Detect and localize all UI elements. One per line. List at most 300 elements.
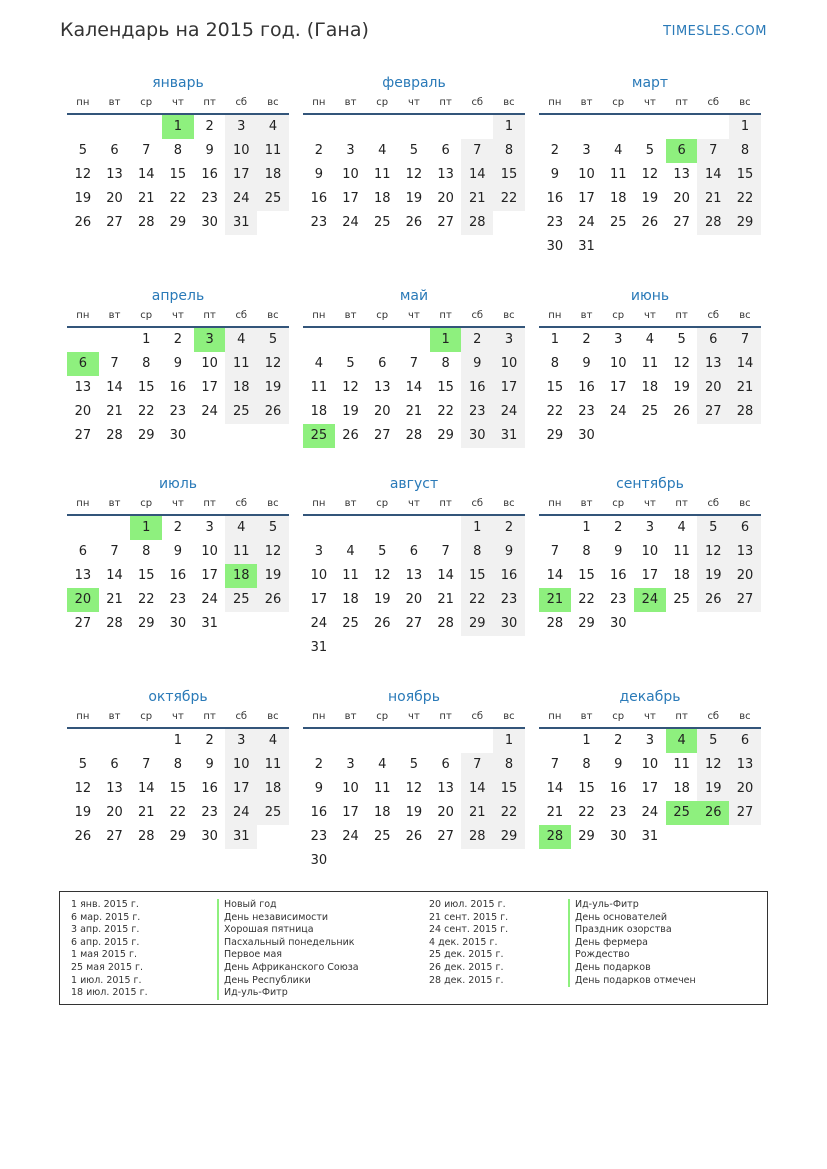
day-cell: 2 [582, 332, 591, 347]
weekday-label: вс [503, 97, 515, 108]
day-cell: 13 [437, 167, 454, 182]
week-row [539, 376, 761, 400]
day-cell: 2 [205, 733, 214, 748]
day-cell: 7 [550, 544, 559, 559]
day-cell: 28 [106, 428, 123, 443]
day-cell: 10 [342, 167, 359, 182]
day-cell: 22 [546, 404, 564, 419]
day-cell: 29 [493, 825, 525, 849]
empty-cell [602, 115, 634, 139]
month-block [303, 686, 525, 873]
day-cell: 12 [641, 167, 659, 182]
brand-link[interactable]: TIMESLES.COM [663, 24, 767, 39]
day-cell: 2 [493, 516, 525, 540]
day-cell: 12 [74, 167, 92, 182]
weekday-label: пн [76, 310, 90, 321]
day-cell: 5 [409, 143, 419, 158]
day-cell: 16 [201, 781, 218, 796]
day-cell: 11 [310, 380, 328, 395]
day-cell: 27 [437, 829, 454, 844]
day-cell: 2 [173, 520, 183, 535]
day-cell: 30 [609, 616, 627, 631]
day-cell: 10 [609, 356, 627, 371]
empty-cell [335, 729, 367, 753]
month-name: май [399, 288, 429, 304]
weekday-label: вс [739, 711, 751, 722]
day-cell: 27 [74, 616, 92, 631]
legend-holiday-name: Новый год [217, 899, 359, 912]
month-block [67, 285, 289, 448]
weekday-label: пн [312, 97, 326, 108]
day-cell: 25 [225, 400, 257, 424]
weekday-label: пн [76, 97, 90, 108]
weekday-label: вс [739, 97, 751, 108]
day-cell: 11 [373, 781, 391, 796]
day-cell: 28 [546, 616, 564, 631]
month-name: июль [158, 476, 198, 492]
day-cell: 30 [461, 424, 493, 448]
day-cell: 2 [550, 143, 559, 158]
day-cell: 13 [74, 568, 92, 583]
day-cell: 23 [609, 805, 627, 820]
empty-cell [430, 636, 462, 660]
empty-cell [366, 516, 398, 540]
weekday-label: вс [267, 97, 279, 108]
day-cell: 9 [461, 352, 493, 376]
week-row [303, 564, 525, 588]
day-cell: 10 [201, 356, 218, 371]
day-cell: 14 [546, 568, 564, 583]
day-cell: 12 [74, 781, 92, 796]
day-cell: 24 [342, 829, 359, 844]
week-row [67, 352, 289, 376]
weekday-header [67, 307, 289, 328]
empty-cell [303, 516, 335, 540]
day-cell: 7 [110, 356, 119, 371]
weekday-label: ср [140, 310, 153, 321]
day-cell: 3 [582, 143, 591, 158]
day-cell: 8 [173, 757, 183, 772]
week-row [303, 753, 525, 777]
empty-cell [303, 115, 335, 139]
day-cell: 18 [641, 380, 659, 395]
day-cell: 9 [173, 544, 183, 559]
day-cell: 9 [205, 757, 214, 772]
day-cell: 24 [493, 400, 525, 424]
week-row [67, 187, 289, 211]
weekday-label: чт [172, 97, 184, 108]
week-row [303, 540, 525, 564]
weekday-label: вс [739, 498, 751, 509]
weekday-label: пт [439, 711, 452, 722]
weekday-label: сб [707, 711, 720, 722]
empty-cell [666, 612, 698, 636]
weekday-label: сб [235, 97, 248, 108]
month-name: август [389, 476, 439, 492]
day-cell: 1 [729, 115, 761, 139]
day-cell: 26 [697, 801, 729, 825]
legend-holiday-name: День Республики [217, 975, 359, 988]
day-cell: 19 [405, 805, 423, 820]
day-cell: 2 [173, 332, 183, 347]
empty-cell [67, 115, 99, 139]
empty-cell [493, 636, 525, 660]
day-cell: 21 [137, 805, 155, 820]
weekday-header [67, 94, 289, 115]
day-cell: 8 [142, 356, 151, 371]
day-cell: 16 [201, 167, 218, 182]
day-cell: 1 [173, 733, 183, 748]
day-cell: 11 [641, 356, 659, 371]
day-cell: 19 [697, 564, 729, 588]
day-cell: 13 [729, 540, 761, 564]
day-cell: 25 [673, 592, 690, 607]
week-row [539, 235, 761, 259]
day-cell: 16 [578, 380, 595, 395]
month-block [539, 285, 761, 448]
day-cell: 7 [441, 544, 450, 559]
empty-cell [303, 328, 335, 352]
legend-holiday-name: Первое мая [217, 949, 359, 962]
day-cell: 20 [106, 805, 123, 820]
day-cell: 5 [645, 143, 655, 158]
day-cell: 4 [645, 332, 655, 347]
day-cell: 8 [582, 544, 591, 559]
day-cell: 2 [461, 328, 493, 352]
legend-holiday-date: 6 мар. 2015 г. [71, 911, 141, 923]
weekday-label: вс [739, 310, 751, 321]
day-cell: 3 [645, 520, 655, 535]
legend-holiday-date: 1 июл. 2015 г. [71, 974, 142, 986]
day-cell: 13 [106, 167, 123, 182]
legend-holiday-name: День основателей [568, 912, 696, 925]
day-cell: 3 [314, 544, 323, 559]
weekday-label: чт [644, 97, 656, 108]
day-cell: 28 [106, 616, 123, 631]
weekday-label: пн [548, 498, 562, 509]
week-row [303, 612, 525, 636]
legend-holiday-name: День независимости [217, 912, 359, 925]
weekday-label: ср [612, 711, 625, 722]
day-cell: 20 [437, 805, 454, 820]
day-cell: 28 [461, 211, 493, 235]
day-cell: 3 [614, 332, 623, 347]
day-cell: 4 [257, 729, 289, 753]
day-cell: 30 [310, 853, 328, 868]
week-row [303, 139, 525, 163]
day-cell: 21 [461, 187, 493, 211]
weekday-label: ср [612, 498, 625, 509]
day-cell: 13 [697, 352, 729, 376]
day-cell: 29 [169, 215, 187, 230]
weekday-label: сб [707, 97, 720, 108]
legend-holiday-name: Праздник озорства [568, 924, 696, 937]
week-row [67, 163, 289, 187]
month-block [67, 686, 289, 849]
week-row [303, 801, 525, 825]
day-cell: 28 [539, 825, 571, 849]
day-cell: 18 [310, 404, 328, 419]
day-cell: 19 [74, 805, 92, 820]
day-cell: 5 [346, 356, 355, 371]
day-cell: 26 [405, 829, 423, 844]
day-cell: 26 [342, 428, 359, 443]
day-cell: 14 [461, 163, 493, 187]
weekday-label: вт [108, 498, 121, 509]
weekday-header [539, 708, 761, 729]
day-cell: 16 [169, 568, 187, 583]
weekday-label: вс [267, 310, 279, 321]
legend-holiday-date: 3 апр. 2015 г. [71, 924, 140, 936]
day-cell: 7 [461, 139, 493, 163]
weekday-label: пн [548, 97, 562, 108]
month-name: январь [152, 75, 204, 91]
weekday-header [303, 495, 525, 516]
weekday-header [303, 708, 525, 729]
day-cell: 10 [225, 753, 257, 777]
empty-cell [493, 211, 525, 235]
weekday-label: пт [203, 498, 216, 509]
week-row [539, 564, 761, 588]
legend-holiday-name: День подарков [568, 962, 696, 975]
day-cell: 4 [314, 356, 323, 371]
day-cell: 2 [314, 143, 323, 158]
weekday-header [67, 708, 289, 729]
day-cell: 28 [137, 829, 155, 844]
week-row [539, 139, 761, 163]
legend-holiday-date: 28 дек. 2015 г. [429, 974, 504, 986]
day-cell: 16 [493, 564, 525, 588]
day-cell: 15 [169, 781, 187, 796]
day-cell: 1 [582, 733, 591, 748]
day-cell: 26 [257, 400, 289, 424]
weekday-label: вт [580, 310, 593, 321]
weekday-label: вт [108, 711, 121, 722]
day-cell: 12 [673, 356, 690, 371]
empty-cell [461, 849, 493, 873]
day-cell: 26 [373, 616, 391, 631]
day-cell: 25 [342, 616, 359, 631]
day-cell: 8 [142, 544, 151, 559]
day-cell: 9 [614, 757, 623, 772]
day-cell: 14 [106, 568, 123, 583]
empty-cell [493, 849, 525, 873]
month-name: декабрь [619, 689, 681, 705]
empty-cell [335, 328, 367, 352]
legend-holiday-date: 25 мая 2015 г. [71, 961, 144, 973]
day-cell: 17 [493, 376, 525, 400]
day-cell: 15 [169, 167, 187, 182]
day-cell: 2 [614, 733, 623, 748]
day-cell: 12 [405, 781, 423, 796]
day-cell: 19 [257, 564, 289, 588]
day-cell: 5 [697, 516, 729, 540]
day-cell: 12 [257, 352, 289, 376]
week-row [303, 777, 525, 801]
day-cell: 25 [609, 215, 627, 230]
day-cell: 28 [729, 400, 761, 424]
day-cell: 10 [225, 139, 257, 163]
weekday-label: пн [312, 310, 326, 321]
week-row [303, 849, 525, 873]
week-row [303, 187, 525, 211]
day-cell: 23 [201, 191, 218, 206]
day-cell: 22 [461, 588, 493, 612]
day-cell: 28 [697, 211, 729, 235]
empty-cell [697, 115, 729, 139]
weekday-label: пт [203, 97, 216, 108]
day-cell: 17 [310, 592, 328, 607]
day-cell: 17 [641, 781, 659, 796]
empty-cell [366, 115, 398, 139]
empty-cell [666, 424, 698, 448]
day-cell: 6 [441, 757, 450, 772]
legend-dates-left [71, 899, 148, 1000]
day-cell: 23 [493, 588, 525, 612]
weekday-label: ср [612, 310, 625, 321]
empty-cell [335, 516, 367, 540]
weekday-label: чт [172, 711, 184, 722]
empty-cell [729, 825, 761, 849]
day-cell: 26 [74, 829, 92, 844]
week-row [303, 163, 525, 187]
day-cell: 31 [493, 424, 525, 448]
day-cell: 18 [373, 805, 391, 820]
legend-holiday-name: Ид-уль-Фитр [568, 899, 696, 912]
day-cell: 4 [346, 544, 355, 559]
weekday-label: ср [376, 97, 389, 108]
day-cell: 14 [106, 380, 123, 395]
day-cell: 8 [441, 356, 450, 371]
day-cell: 29 [578, 829, 595, 844]
weekday-label: вс [503, 711, 515, 722]
day-cell: 20 [67, 588, 99, 612]
day-cell: 16 [546, 191, 564, 206]
week-row [539, 540, 761, 564]
week-row [67, 564, 289, 588]
day-cell: 3 [645, 733, 655, 748]
day-cell: 29 [461, 612, 493, 636]
empty-cell [194, 424, 226, 448]
week-row [539, 516, 761, 540]
day-cell: 1 [550, 332, 559, 347]
day-cell: 21 [106, 404, 123, 419]
day-cell: 11 [609, 167, 627, 182]
day-cell: 21 [137, 191, 155, 206]
empty-cell [634, 115, 666, 139]
day-cell: 16 [609, 781, 627, 796]
day-cell: 13 [106, 781, 123, 796]
weekday-label: пт [675, 498, 688, 509]
day-cell: 25 [257, 801, 289, 825]
week-row [303, 376, 525, 400]
empty-cell [366, 729, 398, 753]
weekday-label: чт [408, 97, 420, 108]
day-cell: 12 [405, 167, 423, 182]
day-cell: 3 [225, 115, 257, 139]
day-cell: 16 [310, 191, 328, 206]
weekday-label: сб [471, 498, 484, 509]
day-cell: 15 [461, 564, 493, 588]
weekday-header [303, 94, 525, 115]
weekday-label: пн [312, 498, 326, 509]
day-cell: 5 [677, 332, 686, 347]
day-cell: 6 [666, 139, 698, 163]
week-row [303, 729, 525, 753]
week-row [67, 612, 289, 636]
weekday-header [303, 307, 525, 328]
weekday-label: сб [707, 310, 720, 321]
day-cell: 18 [342, 592, 359, 607]
day-cell: 22 [137, 592, 155, 607]
legend-names-right [568, 899, 696, 987]
week-row [303, 211, 525, 235]
empty-cell [225, 424, 257, 448]
day-cell: 1 [162, 115, 194, 139]
weekday-label: пт [675, 310, 688, 321]
weekday-label: ср [376, 498, 389, 509]
weekday-label: вт [344, 711, 357, 722]
weekday-label: пт [439, 498, 452, 509]
day-cell: 18 [257, 163, 289, 187]
empty-cell [99, 729, 131, 753]
weekday-label: чт [408, 498, 420, 509]
day-cell: 24 [201, 592, 218, 607]
weekday-label: пт [439, 310, 452, 321]
day-cell: 3 [205, 520, 214, 535]
day-cell: 9 [550, 167, 559, 182]
month-name: апрель [151, 288, 205, 304]
legend-names-left [217, 899, 359, 1000]
legend-holiday-name: Рождество [568, 949, 696, 962]
legend-holiday-date: 1 янв. 2015 г. [71, 899, 139, 910]
day-cell: 25 [666, 801, 698, 825]
empty-cell [697, 612, 729, 636]
weekday-label: пт [675, 97, 688, 108]
week-row [67, 588, 289, 612]
day-cell: 11 [257, 753, 289, 777]
day-cell: 18 [673, 568, 690, 583]
day-cell: 19 [405, 191, 423, 206]
day-cell: 29 [546, 428, 564, 443]
empty-cell [461, 636, 493, 660]
day-cell: 22 [578, 592, 595, 607]
weekday-label: пн [548, 310, 562, 321]
month-block [303, 72, 525, 235]
empty-cell [130, 729, 162, 753]
day-cell: 20 [729, 564, 761, 588]
day-cell: 17 [342, 191, 359, 206]
day-cell: 31 [225, 211, 257, 235]
day-cell: 28 [461, 825, 493, 849]
day-cell: 19 [697, 777, 729, 801]
empty-cell [461, 115, 493, 139]
day-cell: 14 [546, 781, 564, 796]
day-cell: 19 [673, 380, 690, 395]
weekday-label: ср [140, 498, 153, 509]
weekday-label: вт [108, 97, 121, 108]
day-cell: 20 [405, 592, 423, 607]
week-row [539, 328, 761, 352]
day-cell: 24 [641, 805, 659, 820]
day-cell: 7 [697, 139, 729, 163]
day-cell: 4 [666, 729, 698, 753]
day-cell: 6 [441, 143, 450, 158]
holiday-legend [59, 891, 768, 1005]
day-cell: 13 [729, 753, 761, 777]
day-cell: 18 [373, 191, 391, 206]
day-cell: 15 [578, 568, 595, 583]
